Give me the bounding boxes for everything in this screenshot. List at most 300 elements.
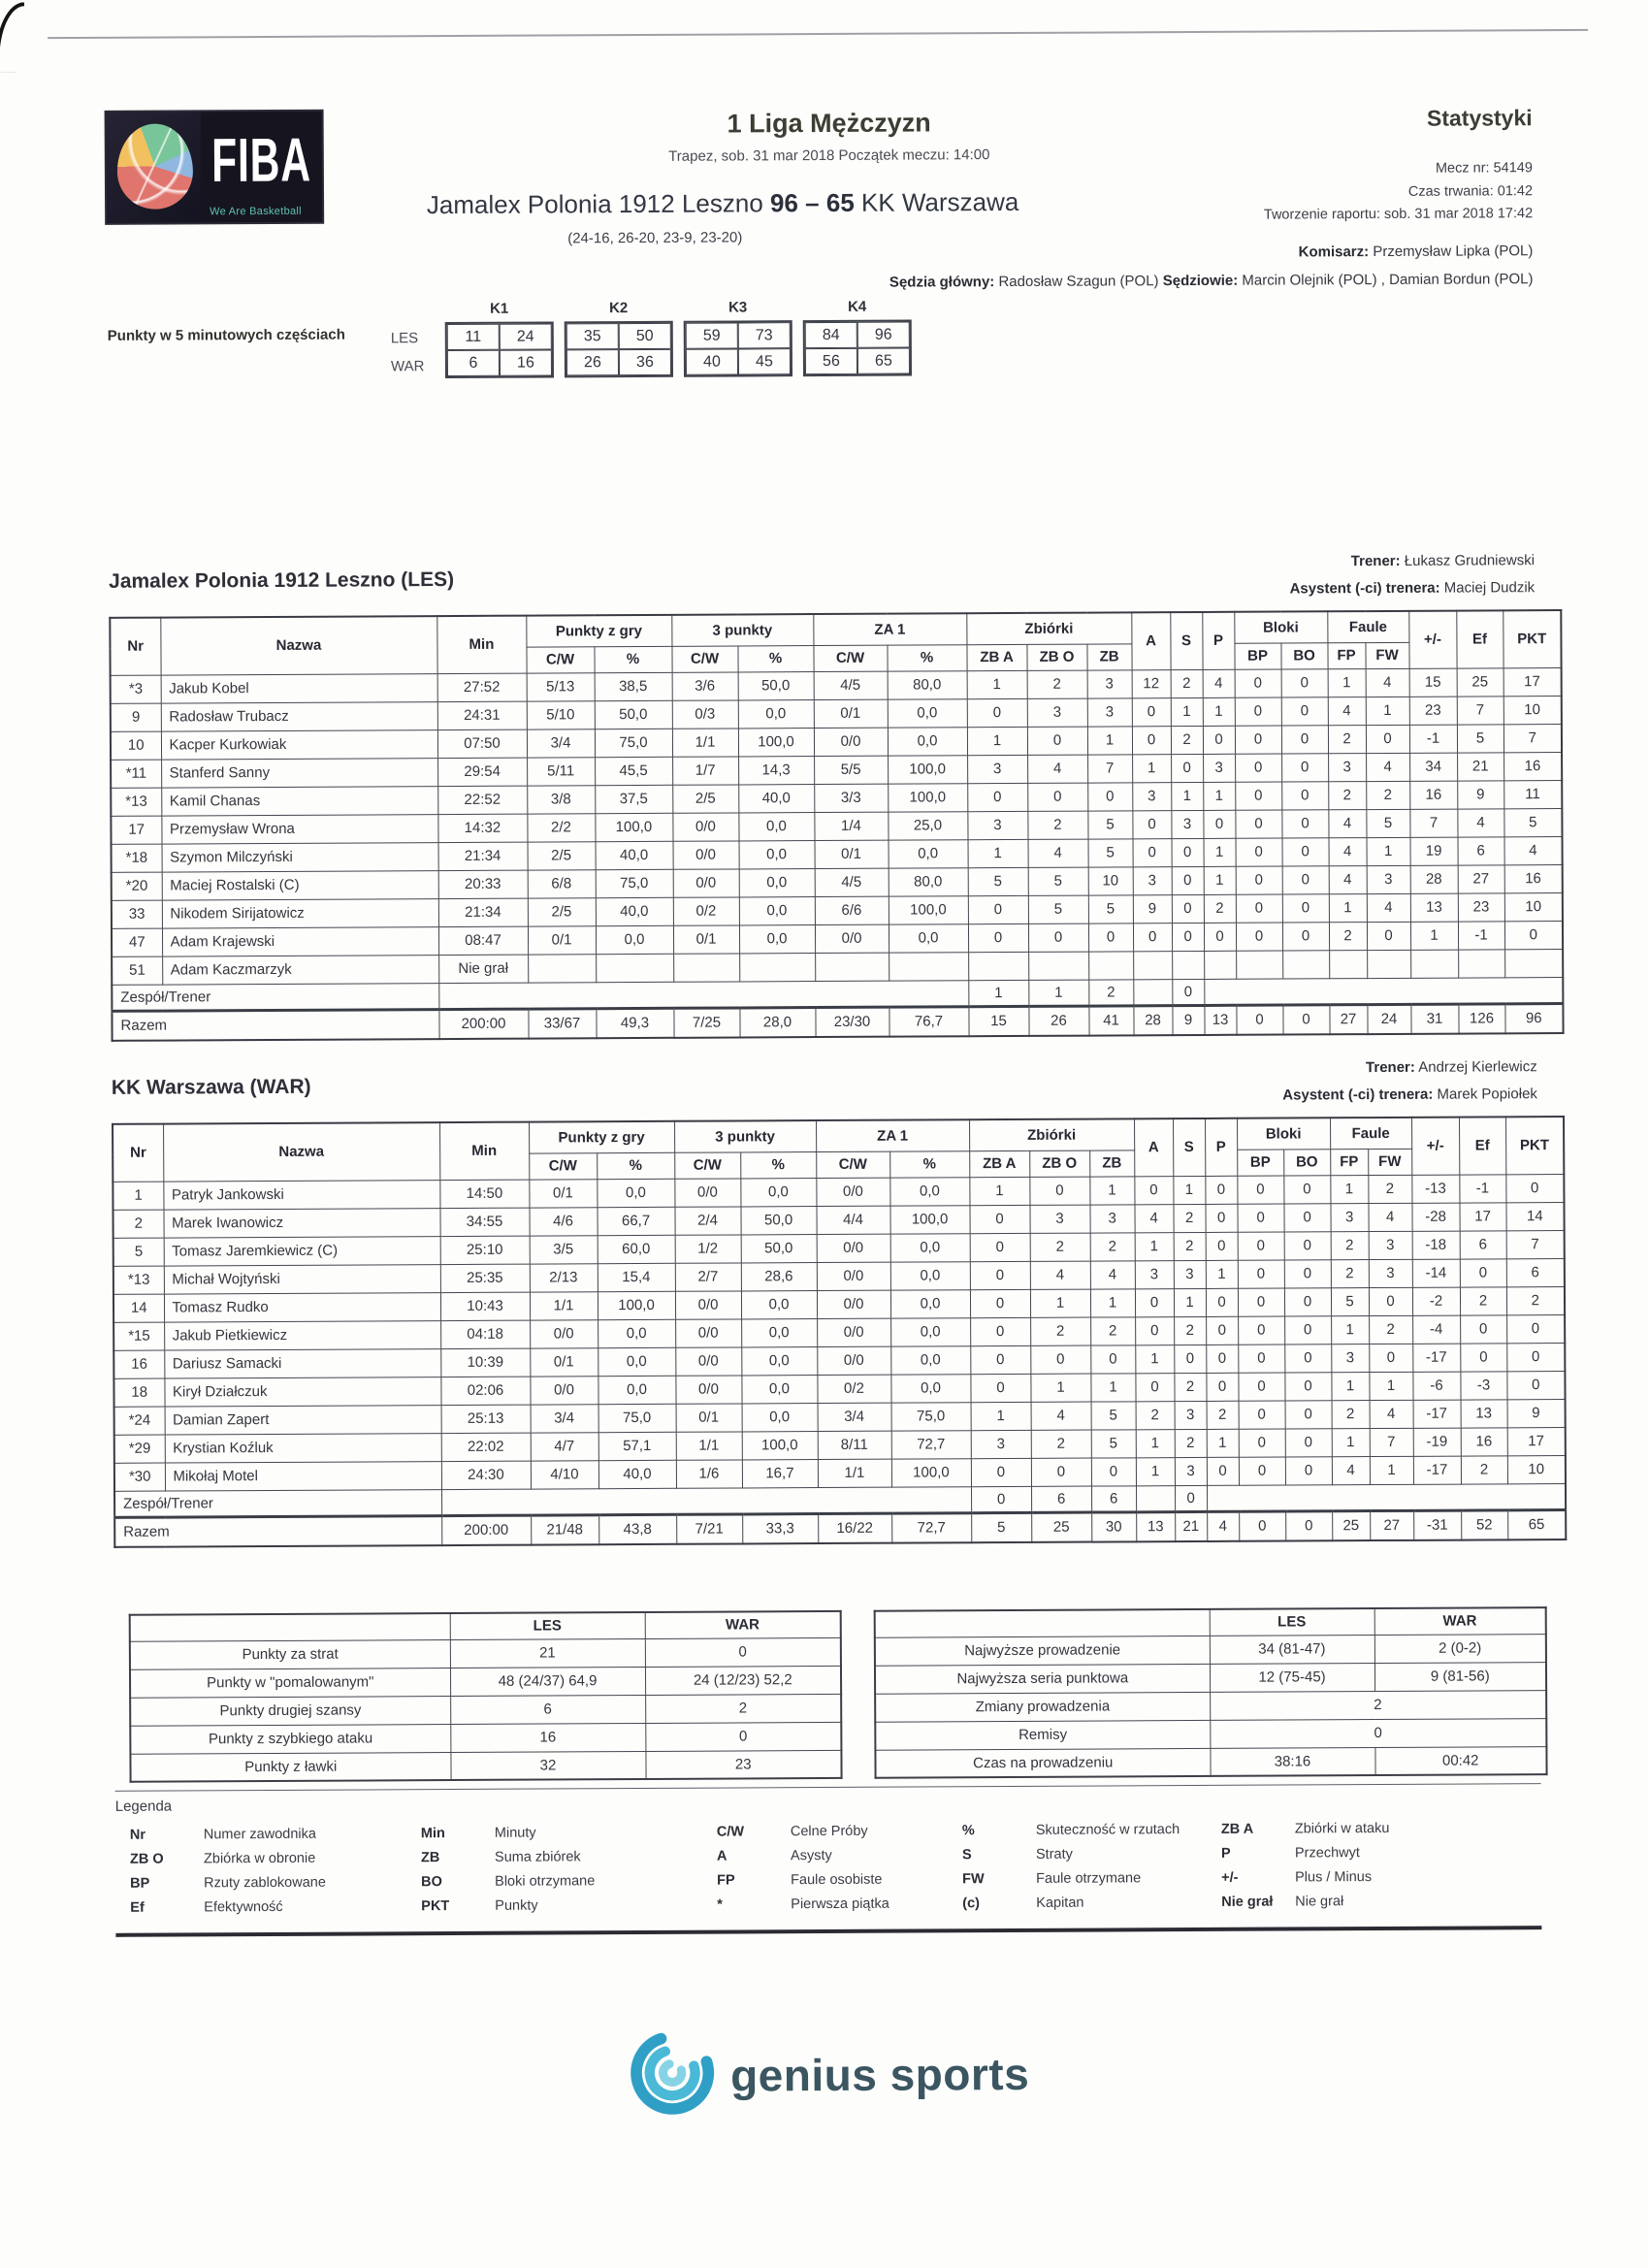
stat-blk-rec: 0 — [1285, 1456, 1332, 1484]
stat-eff: 21 — [1457, 752, 1504, 780]
stat-fg-pct: 50,0 — [595, 700, 672, 729]
stat-pf: 1 — [1331, 1315, 1369, 1344]
stat-pf: 1 — [1331, 1372, 1369, 1400]
row-label: Zmiany prowadzenia — [875, 1692, 1210, 1722]
stat-3p: 0/0 — [675, 1375, 741, 1403]
player-number: 17 — [111, 816, 161, 844]
row-label: Najwyższe prowadzenie — [875, 1636, 1210, 1666]
stat-plusminus: 19 — [1410, 837, 1458, 865]
stat-oreb: 0 — [970, 1261, 1030, 1289]
player-name: Tomasz Rudko — [164, 1292, 440, 1321]
stat-ft: 0/2 — [817, 1375, 890, 1403]
stat-pf — [1329, 950, 1367, 978]
les-value: 16 — [450, 1723, 645, 1752]
stat-dreb: 5 — [1028, 867, 1088, 895]
referee-main-name: Radosław Szagun (POL) — [998, 273, 1159, 291]
legend-item — [1221, 1844, 1541, 1862]
stat-oreb: 3 — [967, 755, 1027, 783]
war-value: 2 (0-2) — [1374, 1634, 1546, 1663]
col-plusminus: +/- — [1411, 1118, 1459, 1175]
stat-pts: 2 — [1506, 1286, 1565, 1314]
stat-eff: -1 — [1458, 921, 1504, 949]
legend-definition: Celne Próby — [790, 1823, 868, 1840]
war-value: 23 — [645, 1750, 841, 1779]
stat-ft: 5/5 — [814, 756, 888, 784]
stat-3p: 0/1 — [673, 924, 739, 953]
home-player-rows — [111, 667, 1564, 985]
stat-stl: 0 — [1206, 1232, 1238, 1260]
stat-dreb: 0 — [1029, 1177, 1089, 1205]
legend-term: BO — [421, 1874, 442, 1891]
stat-ft-pct: 0,0 — [889, 1177, 969, 1205]
stat-blk-rec: 0 — [1285, 1428, 1332, 1456]
away-summary-rows — [114, 1483, 1566, 1547]
stat-fg: 2/2 — [527, 813, 595, 841]
stat-3p: 2/4 — [674, 1206, 740, 1234]
score-cell: 73 — [738, 322, 791, 348]
stat-dreb: 4 — [1028, 839, 1088, 867]
stat-fg — [528, 954, 596, 982]
stat-plusminus: -28 — [1412, 1203, 1460, 1231]
stat-reb: 1 — [1090, 1373, 1135, 1401]
home-stats-table — [109, 609, 1564, 1042]
stat-dreb: 0 — [1030, 1345, 1090, 1374]
player-name: Kirył Działczuk — [164, 1377, 440, 1406]
stat-plusminus: -17 — [1413, 1456, 1461, 1484]
stat-blk: 0 — [1238, 1373, 1284, 1401]
stat-min: 22:52 — [437, 786, 527, 814]
coach-name: Łukasz Grudniewski — [1404, 552, 1536, 569]
stat-pf: 2 — [1332, 1400, 1370, 1428]
stat-ft: 16/22 — [818, 1513, 891, 1543]
fiba-tagline: We Are Basketball — [210, 205, 302, 218]
stat-oreb: 0 — [970, 1289, 1030, 1317]
stat-dreb: 5 — [1028, 895, 1088, 923]
stat-reb: 5 — [1091, 1401, 1136, 1429]
stat-pts: 10 — [1504, 892, 1563, 921]
stat-pts: 16 — [1504, 864, 1563, 892]
stat-to: 1 — [1173, 1176, 1205, 1204]
col-blocks-received: BO — [1283, 1149, 1330, 1175]
stat-blk: 0 — [1235, 726, 1281, 754]
stat-ast: 3 — [1132, 782, 1171, 810]
col-efficiency: Ef — [1459, 1117, 1505, 1174]
stat-blk-rec: 0 — [1282, 1004, 1329, 1034]
col-made-attempted: C/W — [671, 645, 737, 671]
stat-to: 0 — [1172, 979, 1204, 1005]
away-code: WAR — [390, 358, 425, 375]
player-name: Nikodem Sirijatowicz — [162, 898, 438, 927]
col-fouls-drawn: FW — [1365, 642, 1408, 668]
stat-oreb: 1 — [971, 1402, 1031, 1430]
stat-plusminus: 7 — [1409, 809, 1457, 837]
player-number: *13 — [113, 1266, 164, 1294]
stat-plusminus: 13 — [1410, 893, 1458, 922]
stat-ast: 0 — [1135, 1316, 1174, 1345]
stat-pf: 25 — [1332, 1510, 1370, 1540]
stat-fg-pct: 100,0 — [598, 1291, 675, 1319]
les-value: 21 — [450, 1638, 645, 1668]
stat-reb: 0 — [1091, 1457, 1136, 1485]
col-made-attempted: C/W — [529, 1152, 597, 1179]
stat-blk-rec: 0 — [1281, 809, 1328, 837]
game-flow-summary-table — [874, 1606, 1548, 1779]
referees-line — [889, 265, 1534, 296]
col-percent: % — [737, 645, 813, 671]
stat-oreb: 5 — [971, 1512, 1031, 1542]
top-divider — [48, 29, 1588, 39]
away-player-rows — [113, 1174, 1566, 1491]
assistant-name: Marek Popiołek — [1437, 1085, 1537, 1103]
stat-ast: 1 — [1136, 1457, 1175, 1485]
stat-ft: 3/4 — [818, 1403, 891, 1431]
stat-fd: 27 — [1370, 1510, 1413, 1540]
stat-blk: 0 — [1239, 1401, 1285, 1429]
legend-term: (c) — [962, 1895, 981, 1912]
stat-stl: 0 — [1206, 1345, 1238, 1373]
period-label: K3 — [728, 299, 748, 316]
scan-corner-artifact — [0, 2, 24, 72]
stat-blk: 0 — [1239, 1429, 1285, 1457]
group-rebounds: Zbiórki — [969, 1118, 1134, 1150]
stat-fg: 2/13 — [530, 1263, 598, 1291]
stat-reb: 2 — [1090, 1316, 1135, 1345]
stat-eff: 4 — [1457, 808, 1504, 836]
legend-item — [421, 1825, 717, 1842]
stat-eff: 52 — [1461, 1509, 1507, 1539]
player-number: *24 — [114, 1407, 165, 1435]
stat-fg-pct: 40,0 — [596, 841, 673, 869]
col-percent: % — [597, 1152, 674, 1179]
legend-term: Min — [420, 1826, 445, 1842]
stat-eff: 25 — [1457, 667, 1504, 696]
stat-ft-pct: 100,0 — [889, 895, 968, 923]
player-name: Radosław Trubacz — [161, 701, 437, 730]
stat-fg: 3/4 — [527, 729, 595, 757]
stat-stl: 1 — [1206, 1260, 1238, 1288]
row-label: Punkty w "pomalowanym" — [130, 1668, 450, 1698]
legend-item — [421, 1873, 717, 1891]
stat-min: 22:02 — [441, 1433, 531, 1461]
war-value: 0 — [645, 1637, 841, 1667]
stat-fd: 2 — [1369, 1315, 1412, 1344]
stat-fg-pct: 0,0 — [598, 1347, 675, 1376]
legend-term: +/- — [1221, 1869, 1239, 1886]
war-value: 24 (12/23) 52,2 — [645, 1666, 841, 1695]
legend-item — [962, 1870, 1221, 1887]
stat-oreb: 0 — [968, 923, 1028, 952]
stat-pts: 10 — [1507, 1455, 1566, 1483]
stat-fd: 3 — [1369, 1231, 1412, 1259]
stat-ft: 4/4 — [816, 1206, 889, 1234]
stat-oreb: 15 — [968, 1006, 1028, 1036]
stat-stl: 1 — [1204, 866, 1236, 894]
stat-pf: 2 — [1328, 781, 1366, 809]
coach-label: Trener: — [1365, 1058, 1415, 1077]
stat-pts: 96 — [1504, 1003, 1563, 1033]
stat-pf: 3 — [1328, 753, 1366, 781]
legend-item — [130, 1826, 421, 1843]
col-made-attempted: C/W — [674, 1151, 740, 1178]
col-plusminus: +/- — [1408, 611, 1456, 668]
summary-row — [130, 1750, 841, 1782]
stat-ft: 4/5 — [815, 868, 889, 896]
commissioner-line — [889, 237, 1534, 268]
stat-blk: 0 — [1238, 1316, 1284, 1345]
stat-stl: 1 — [1203, 697, 1235, 726]
stat-blk-rec: 0 — [1284, 1372, 1331, 1400]
stat-min: 21:34 — [438, 842, 528, 870]
stat-fd: 1 — [1367, 837, 1410, 865]
empty-span — [438, 980, 968, 1009]
stat-dreb: 2 — [1027, 811, 1087, 839]
stat-ft-pct: 0,0 — [889, 923, 968, 952]
stat-ast: 2 — [1136, 1401, 1175, 1429]
stat-blk-rec: 0 — [1284, 1231, 1331, 1259]
fiba-wordmark: FIBA — [210, 126, 311, 196]
empty-tail — [1204, 977, 1563, 1005]
stat-to: 2 — [1171, 669, 1203, 697]
stat-eff: 0 — [1460, 1258, 1506, 1286]
stat-fg-pct: 49,3 — [596, 1008, 673, 1038]
commissioner-name: Przemysław Lipka (POL) — [1373, 243, 1534, 261]
stat-ast: 1 — [1135, 1232, 1174, 1260]
stat-ast — [1133, 979, 1172, 1005]
stat-eff: 13 — [1461, 1399, 1507, 1427]
stat-ft-pct: 76,7 — [889, 1006, 968, 1036]
stat-oreb: 0 — [968, 895, 1028, 923]
stat-pts: 0 — [1505, 1174, 1564, 1202]
stat-blk: 0 — [1238, 1345, 1284, 1373]
stat-reb: 3 — [1087, 669, 1132, 697]
stat-ft-pct: 0,0 — [890, 1345, 970, 1374]
col-blocked-shots: BP — [1235, 643, 1281, 669]
col-off-rebounds: ZB A — [966, 644, 1026, 670]
stat-fd: 4 — [1366, 753, 1409, 781]
stat-min: 25:10 — [440, 1236, 530, 1264]
row-label: Punkty z szybkiego ataku — [130, 1724, 450, 1754]
score-cell: 35 — [566, 323, 619, 349]
stat-oreb: 0 — [967, 783, 1027, 811]
legend-definition: Plus / Minus — [1295, 1869, 1373, 1886]
stat-min: 02:06 — [440, 1377, 530, 1405]
legend-definition: Kapitan — [1036, 1895, 1084, 1911]
stat-blk — [1236, 951, 1282, 979]
player-number: 5 — [113, 1238, 164, 1266]
period-k1 — [445, 300, 554, 380]
player-name: Jakub Kobel — [161, 673, 437, 702]
score-cell: 40 — [686, 348, 738, 374]
coach-label: Trener: — [1350, 552, 1401, 570]
stat-ft-pct: 100,0 — [891, 1458, 971, 1486]
stat-pts: 0 — [1506, 1343, 1565, 1371]
stat-plusminus: -14 — [1412, 1259, 1460, 1287]
stat-pts: 0 — [1506, 1314, 1565, 1343]
stat-reb: 5 — [1091, 1429, 1136, 1457]
legend-item — [962, 1895, 1221, 1911]
stat-pts: 11 — [1504, 780, 1562, 808]
stat-pf: 4 — [1328, 697, 1366, 725]
stat-stl: 0 — [1206, 1316, 1238, 1345]
stat-blk-rec: 0 — [1285, 1400, 1332, 1428]
stat-fd: 4 — [1369, 1203, 1412, 1231]
stat-pts: 17 — [1507, 1427, 1566, 1455]
stat-plusminus: 1 — [1410, 922, 1458, 950]
stat-ft: 0/0 — [817, 1318, 890, 1346]
assistant-label: Asystent (-ci) trenera: — [1289, 579, 1440, 598]
row-label: Punkty za strat — [130, 1639, 450, 1669]
stat-ft: 0/0 — [817, 1346, 890, 1375]
stat-to: 1 — [1171, 697, 1203, 726]
stat-3p-pct: 0,0 — [739, 840, 815, 868]
stat-eff: 5 — [1457, 724, 1504, 752]
stat-blk-rec: 0 — [1281, 725, 1328, 753]
stat-3p: 7/21 — [676, 1513, 742, 1543]
col-def-rebounds: ZB O — [1029, 1150, 1089, 1177]
stat-dreb: 3 — [1027, 698, 1087, 727]
player-number: 9 — [111, 703, 161, 731]
score-cell: 16 — [500, 349, 552, 375]
period-k4 — [803, 299, 912, 379]
stat-blk: 0 — [1235, 669, 1281, 697]
stat-fd: 0 — [1369, 1344, 1412, 1372]
legend-term: BP — [130, 1875, 150, 1892]
stat-fg-pct — [596, 954, 673, 982]
totals-label: Razem — [114, 1515, 441, 1547]
assistant-label: Asystent (-ci) trenera: — [1282, 1085, 1434, 1104]
stat-min: 27:52 — [437, 673, 527, 701]
col-total-rebounds: ZB — [1086, 643, 1131, 669]
group-three-points: 3 punkty — [671, 614, 813, 646]
player-number: 16 — [113, 1350, 164, 1378]
player-name: Dariusz Samacki — [164, 1348, 440, 1377]
stat-plusminus: -6 — [1412, 1372, 1460, 1400]
stat-eff: 27 — [1458, 864, 1504, 892]
bottom-divider — [115, 1926, 1541, 1937]
report-type-title: Statystyki — [1426, 105, 1533, 131]
row-label: Punkty drugiej szansy — [130, 1696, 450, 1726]
stat-pf: 2 — [1328, 725, 1366, 753]
les-value: 34 (81-47) — [1210, 1635, 1374, 1664]
player-number: 18 — [113, 1378, 164, 1407]
col-off-rebounds: ZB A — [969, 1150, 1029, 1177]
stat-min: 200:00 — [441, 1515, 531, 1545]
stat-stl: 1 — [1207, 1429, 1239, 1457]
stat-fd: 1 — [1369, 1372, 1412, 1400]
stat-pf: 3 — [1331, 1344, 1369, 1372]
player-number: 1 — [113, 1182, 163, 1210]
stat-blk-rec: 0 — [1281, 753, 1328, 781]
player-name: Adam Krajewski — [162, 926, 438, 956]
stat-stl: 0 — [1207, 1457, 1239, 1485]
col-percent: % — [889, 1150, 969, 1177]
group-fouls: Faule — [1327, 611, 1408, 642]
stat-fg-pct: 0,0 — [596, 925, 673, 954]
stat-stl: 4 — [1203, 669, 1235, 697]
stat-3p-pct: 50,0 — [741, 1234, 817, 1262]
stat-pts: 7 — [1504, 724, 1562, 752]
col-assists: A — [1131, 612, 1170, 669]
legend-definition: Zbiórki w ataku — [1294, 1820, 1390, 1837]
stat-fg: 33/67 — [528, 1008, 596, 1038]
stat-pf: 4 — [1329, 865, 1367, 893]
stat-3p-pct: 0,0 — [741, 1346, 817, 1375]
stat-3p-pct: 28,6 — [741, 1262, 817, 1290]
stat-ft: 0/1 — [814, 699, 888, 728]
legend-item — [962, 1846, 1221, 1863]
stat-plusminus — [1410, 950, 1458, 978]
stat-to: 0 — [1172, 838, 1204, 866]
stat-fg: 5/11 — [527, 757, 595, 785]
shared-value: 2 — [1210, 1690, 1546, 1720]
stat-3p-pct: 33,3 — [742, 1513, 818, 1543]
group-field-goals: Punkty z gry — [526, 615, 671, 647]
stat-ast: 0 — [1133, 923, 1172, 951]
stat-eff: 6 — [1460, 1230, 1506, 1258]
score-cell: 36 — [619, 349, 671, 375]
stat-ast: 1 — [1136, 1429, 1175, 1457]
legend-item — [130, 1898, 421, 1916]
stat-fg: 6/8 — [528, 869, 596, 897]
stat-ft: 0/0 — [816, 1178, 889, 1206]
stat-3p-pct: 0,0 — [741, 1375, 817, 1403]
stat-fg-pct: 66,7 — [597, 1207, 674, 1235]
home-team-name: Jamalex Polonia 1912 Leszno — [426, 188, 763, 220]
stat-blk: 0 — [1236, 838, 1282, 866]
stat-reb: 0 — [1088, 923, 1133, 951]
game-flow-summary-block — [874, 1606, 1548, 1779]
col-made-attempted: C/W — [816, 1151, 889, 1178]
group-free-throws: ZA 1 — [813, 613, 966, 645]
period-k2 — [565, 300, 673, 380]
stat-fd: 4 — [1367, 893, 1410, 922]
stat-stl: 3 — [1203, 754, 1235, 782]
summary-row — [875, 1690, 1546, 1722]
stat-fg-pct: 75,0 — [598, 1404, 676, 1432]
summary-row — [130, 1637, 841, 1669]
group-fouls: Faule — [1330, 1118, 1411, 1149]
row-label: Remisy — [875, 1720, 1210, 1750]
stat-fg-pct: 75,0 — [595, 729, 672, 757]
score-cell: 59 — [686, 322, 738, 348]
stat-fd: 3 — [1367, 865, 1410, 893]
row-label: Czas na prowadzeniu — [875, 1748, 1210, 1778]
stat-ft: 8/11 — [818, 1431, 891, 1459]
war-value: 9 (81-56) — [1374, 1662, 1546, 1691]
period-scores-label: Punkty w 5 minutowych częściach — [107, 326, 345, 344]
stat-3p-pct: 0,0 — [742, 1403, 818, 1431]
legend-item — [1221, 1893, 1541, 1910]
legend-item — [421, 1849, 717, 1866]
stat-fg: 0/0 — [530, 1376, 598, 1404]
stat-blk-rec: 0 — [1285, 1510, 1332, 1540]
venue-date-line: Trapez, sob. 31 mar 2018 Początek meczu: 14:00 — [668, 146, 990, 165]
stat-fg: 1/1 — [530, 1291, 598, 1319]
les-value: 48 (24/37) 64,9 — [450, 1667, 645, 1696]
col-steals: P — [1202, 612, 1234, 669]
stat-ft-pct: 80,0 — [888, 670, 967, 698]
col-efficiency: Ef — [1456, 610, 1503, 667]
home-score: 96 — [769, 188, 798, 218]
match-duration: Czas trwania: 01:42 — [1407, 182, 1534, 200]
home-team-title: Jamalex Polonia 1912 Leszno (LES) — [109, 567, 455, 593]
stat-min: 04:18 — [440, 1320, 530, 1348]
stat-fg: 5/13 — [527, 672, 595, 700]
stat-ft-pct: 0,0 — [890, 1374, 970, 1402]
stat-plusminus: -18 — [1412, 1231, 1460, 1259]
stat-ft: 6/6 — [815, 896, 889, 924]
stat-stl: 0 — [1205, 1176, 1237, 1204]
